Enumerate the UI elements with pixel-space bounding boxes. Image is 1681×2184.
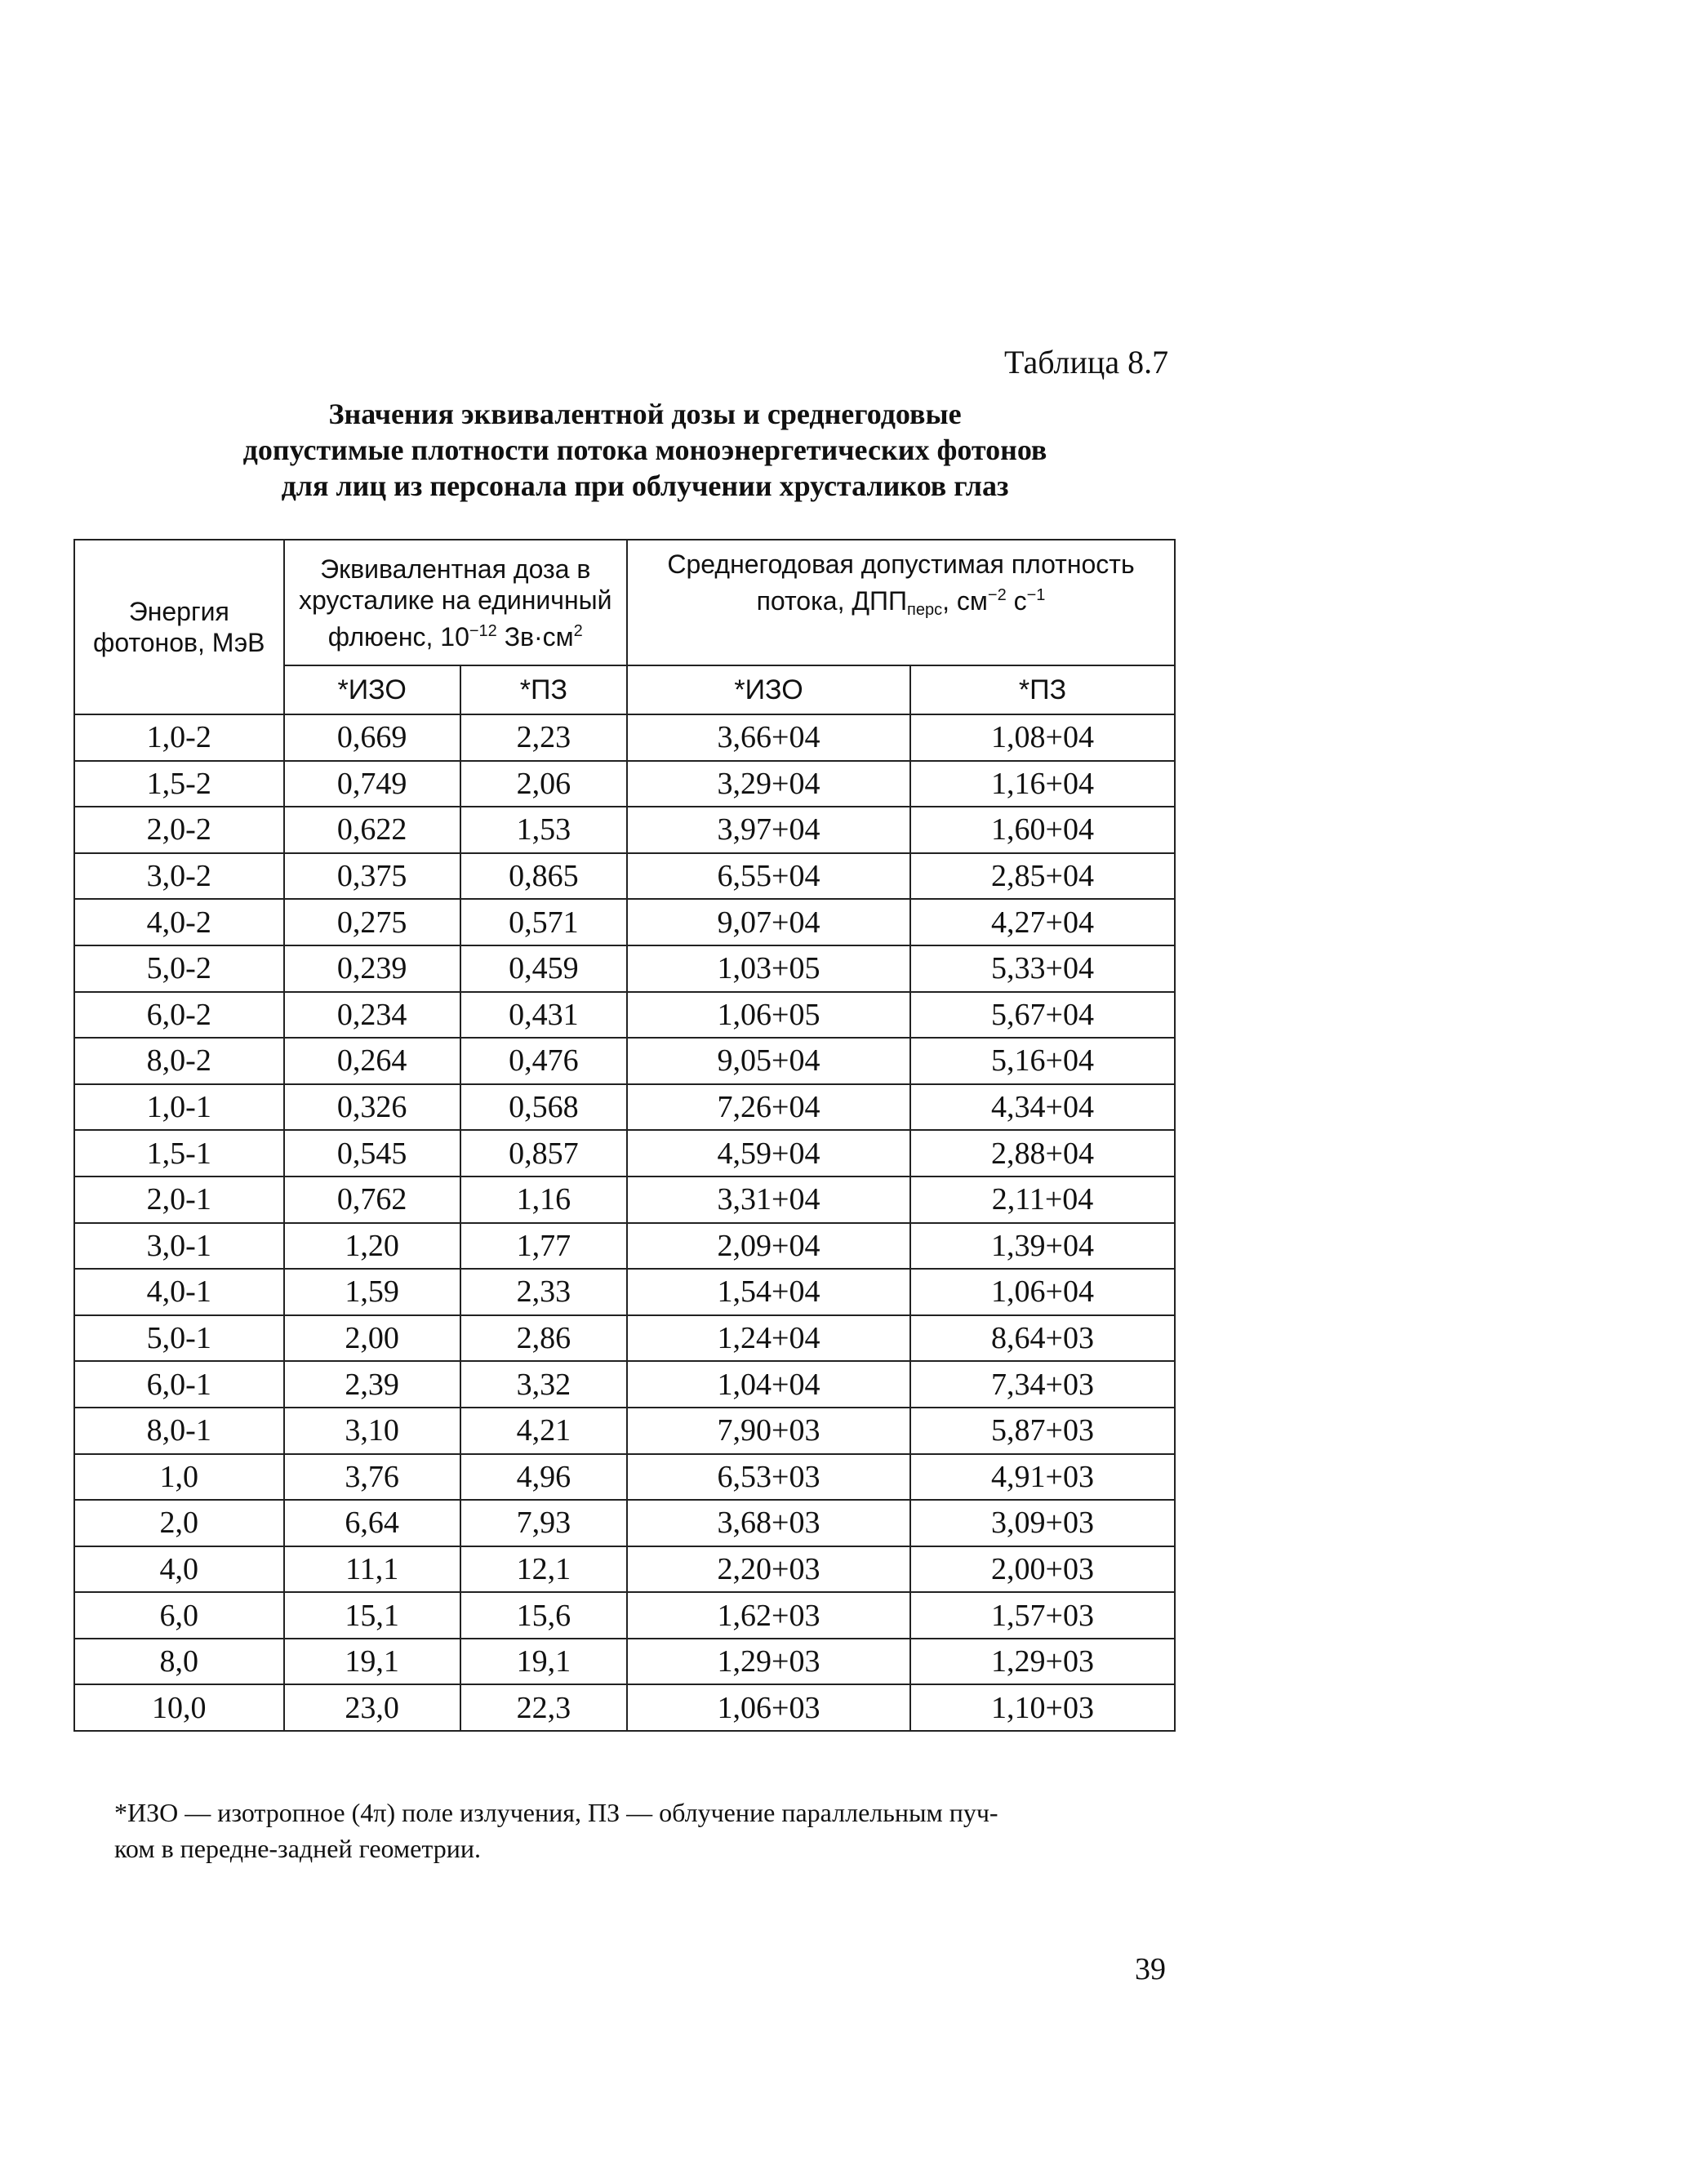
iso-dose-cell: 0,264 [284,1038,460,1084]
pz-dose-cell: 0,568 [460,1084,627,1131]
header-iso-dose: *ИЗО [284,665,460,714]
energy-cell: 1,0-2 [74,714,284,761]
pz-dose-cell: 0,857 [460,1130,627,1177]
pz-density-cell: 4,27+04 [910,899,1175,945]
table-row [74,945,1175,992]
footnote-line-2: ком в передне-задней геометрии. [114,1834,481,1863]
table-row [74,1546,1175,1593]
energy-cell: 1,0-1 [74,1084,284,1131]
pz-dose-cell: 2,33 [460,1269,627,1315]
pz-density-cell: 1,10+03 [910,1684,1175,1731]
energy-cell: 8,0 [74,1639,284,1685]
table-row [74,1315,1175,1362]
iso-density-cell: 3,66+04 [627,714,910,761]
table-row [74,1223,1175,1270]
pz-density-cell: 2,00+03 [910,1546,1175,1593]
table-row [74,1130,1175,1177]
table-row [74,899,1175,945]
pz-density-cell: 1,08+04 [910,714,1175,761]
iso-dose-cell: 0,275 [284,899,460,945]
pz-density-cell: 5,87+03 [910,1408,1175,1454]
iso-dose-cell: 19,1 [284,1639,460,1685]
energy-cell: 8,0-1 [74,1408,284,1454]
pz-density-cell: 1,06+04 [910,1269,1175,1315]
energy-cell: 6,0-1 [74,1361,284,1408]
energy-cell: 4,0-2 [74,899,284,945]
energy-cell: 3,0-2 [74,853,284,900]
energy-cell: 4,0 [74,1546,284,1593]
iso-density-cell: 3,29+04 [627,761,910,807]
pz-density-cell: 5,67+04 [910,992,1175,1039]
table-row [74,1408,1175,1454]
pz-dose-cell: 4,21 [460,1408,627,1454]
title-line-2: допустимые плотности потока моноэнергетических фотонов [242,434,1047,466]
title-line-3: для лиц из персонала при облучении хрусталиков глаз [281,469,1009,502]
energy-cell: 10,0 [74,1684,284,1731]
iso-density-cell: 1,03+05 [627,945,910,992]
table-row [74,1592,1175,1639]
pz-dose-cell: 1,77 [460,1223,627,1270]
iso-density-cell: 1,06+05 [627,992,910,1039]
pz-density-cell: 2,85+04 [910,853,1175,900]
iso-density-cell: 1,06+03 [627,1684,910,1731]
pz-dose-cell: 2,23 [460,714,627,761]
iso-dose-cell: 2,00 [284,1315,460,1362]
pz-dose-cell: 3,32 [460,1361,627,1408]
pz-dose-cell: 22,3 [460,1684,627,1731]
iso-dose-cell: 0,234 [284,992,460,1039]
iso-density-cell: 1,62+03 [627,1592,910,1639]
table-row [74,807,1175,853]
pz-density-cell: 8,64+03 [910,1315,1175,1362]
pz-density-cell: 2,11+04 [910,1177,1175,1223]
energy-cell: 2,0-1 [74,1177,284,1223]
table-row [74,1084,1175,1131]
footnote [114,1795,1176,1866]
table-row [74,992,1175,1039]
iso-density-cell: 3,31+04 [627,1177,910,1223]
header-density: Среднегодовая допустимая плотность потока, $ДПП_{перс}$, $см^{-2}$ $с^{-1}$ [627,540,1175,665]
iso-density-cell: 3,97+04 [627,807,910,853]
iso-density-cell: 7,26+04 [627,1084,910,1131]
energy-cell: 6,0 [74,1592,284,1639]
iso-dose-cell: 1,59 [284,1269,460,1315]
pz-dose-cell: 2,06 [460,761,627,807]
energy-cell: 1,0 [74,1454,284,1501]
iso-density-cell: 6,53+03 [627,1454,910,1501]
header-dose: Эквивалентная доза в хрусталике на единичный флюенс, $10^{-12}$ $Зв\cdot см^2$ [284,540,627,665]
iso-density-cell: 9,07+04 [627,899,910,945]
table-label: Таблица 8.7 [1004,344,1169,380]
iso-dose-cell: 1,20 [284,1223,460,1270]
iso-density-cell: 9,05+04 [627,1038,910,1084]
iso-density-cell: 1,04+04 [627,1361,910,1408]
iso-density-cell: 4,59+04 [627,1130,910,1177]
iso-dose-cell: 0,326 [284,1084,460,1131]
iso-dose-cell: 0,669 [284,714,460,761]
pz-dose-cell: 0,571 [460,899,627,945]
footnote-line-1: *ИЗО — изотропное (4π) поле излучения, ПЗ — облучение параллельным пуч- [114,1798,998,1827]
iso-density-cell: 1,54+04 [627,1269,910,1315]
pz-density-cell: 7,34+03 [910,1361,1175,1408]
iso-dose-cell: 3,76 [284,1454,460,1501]
pz-dose-cell: 15,6 [460,1592,627,1639]
table-row [74,853,1175,900]
pz-density-cell: 1,16+04 [910,761,1175,807]
energy-cell: 5,0-1 [74,1315,284,1362]
energy-cell: 2,0 [74,1500,284,1546]
pz-density-cell: 1,29+03 [910,1639,1175,1685]
iso-density-cell: 7,90+03 [627,1408,910,1454]
table-row [74,1038,1175,1084]
iso-dose-cell: 15,1 [284,1592,460,1639]
header-iso-density: *ИЗО [627,665,910,714]
data-table [73,539,1176,1732]
header-pz-density: *ПЗ [910,665,1175,714]
energy-cell: 6,0-2 [74,992,284,1039]
pz-density-cell: 1,60+04 [910,807,1175,853]
table-row [74,1454,1175,1501]
table-row [74,1639,1175,1685]
energy-cell: 4,0-1 [74,1269,284,1315]
iso-density-cell: 1,29+03 [627,1639,910,1685]
pz-dose-cell: 2,86 [460,1315,627,1362]
iso-dose-cell: 0,545 [284,1130,460,1177]
table-row [74,1500,1175,1546]
pz-density-cell: 5,16+04 [910,1038,1175,1084]
pz-density-cell: 1,57+03 [910,1592,1175,1639]
table-title [122,396,1167,504]
pz-dose-cell: 0,459 [460,945,627,992]
iso-dose-cell: 2,39 [284,1361,460,1408]
table-body [74,714,1175,1731]
iso-dose-cell: 23,0 [284,1684,460,1731]
table-row [74,714,1175,761]
pz-dose-cell: 7,93 [460,1500,627,1546]
header-pz-dose: *ПЗ [460,665,627,714]
energy-cell: 3,0-1 [74,1223,284,1270]
iso-dose-cell: 0,762 [284,1177,460,1223]
iso-density-cell: 3,68+03 [627,1500,910,1546]
iso-density-cell: 6,55+04 [627,853,910,900]
pz-dose-cell: 0,865 [460,853,627,900]
iso-density-cell: 1,24+04 [627,1315,910,1362]
pz-dose-cell: 0,431 [460,992,627,1039]
iso-dose-cell: 6,64 [284,1500,460,1546]
iso-dose-cell: 0,239 [284,945,460,992]
iso-density-cell: 2,09+04 [627,1223,910,1270]
title-line-1: Значения эквивалентной дозы и среднегодовые [328,398,962,430]
header-energy: Энергия фотонов, МэВ [74,540,284,714]
table-row [74,1684,1175,1731]
pz-density-cell: 2,88+04 [910,1130,1175,1177]
pz-dose-cell: 12,1 [460,1546,627,1593]
pz-density-cell: 1,39+04 [910,1223,1175,1270]
page-number: 39 [1135,1952,1166,1986]
table-row [74,1361,1175,1408]
energy-cell: 8,0-2 [74,1038,284,1084]
pz-density-cell: 3,09+03 [910,1500,1175,1546]
table-row [74,1269,1175,1315]
pz-dose-cell: 0,476 [460,1038,627,1084]
iso-dose-cell: 11,1 [284,1546,460,1593]
energy-cell: 5,0-2 [74,945,284,992]
table-row [74,1177,1175,1223]
iso-dose-cell: 0,622 [284,807,460,853]
pz-density-cell: 4,91+03 [910,1454,1175,1501]
pz-dose-cell: 1,16 [460,1177,627,1223]
energy-cell: 2,0-2 [74,807,284,853]
pz-density-cell: 5,33+04 [910,945,1175,992]
iso-dose-cell: 0,375 [284,853,460,900]
iso-dose-cell: 0,749 [284,761,460,807]
iso-dose-cell: 3,10 [284,1408,460,1454]
energy-cell: 1,5-2 [74,761,284,807]
pz-dose-cell: 1,53 [460,807,627,853]
pz-dose-cell: 4,96 [460,1454,627,1501]
iso-density-cell: 2,20+03 [627,1546,910,1593]
energy-cell: 1,5-1 [74,1130,284,1177]
pz-density-cell: 4,34+04 [910,1084,1175,1131]
pz-dose-cell: 19,1 [460,1639,627,1685]
table-row [74,761,1175,807]
